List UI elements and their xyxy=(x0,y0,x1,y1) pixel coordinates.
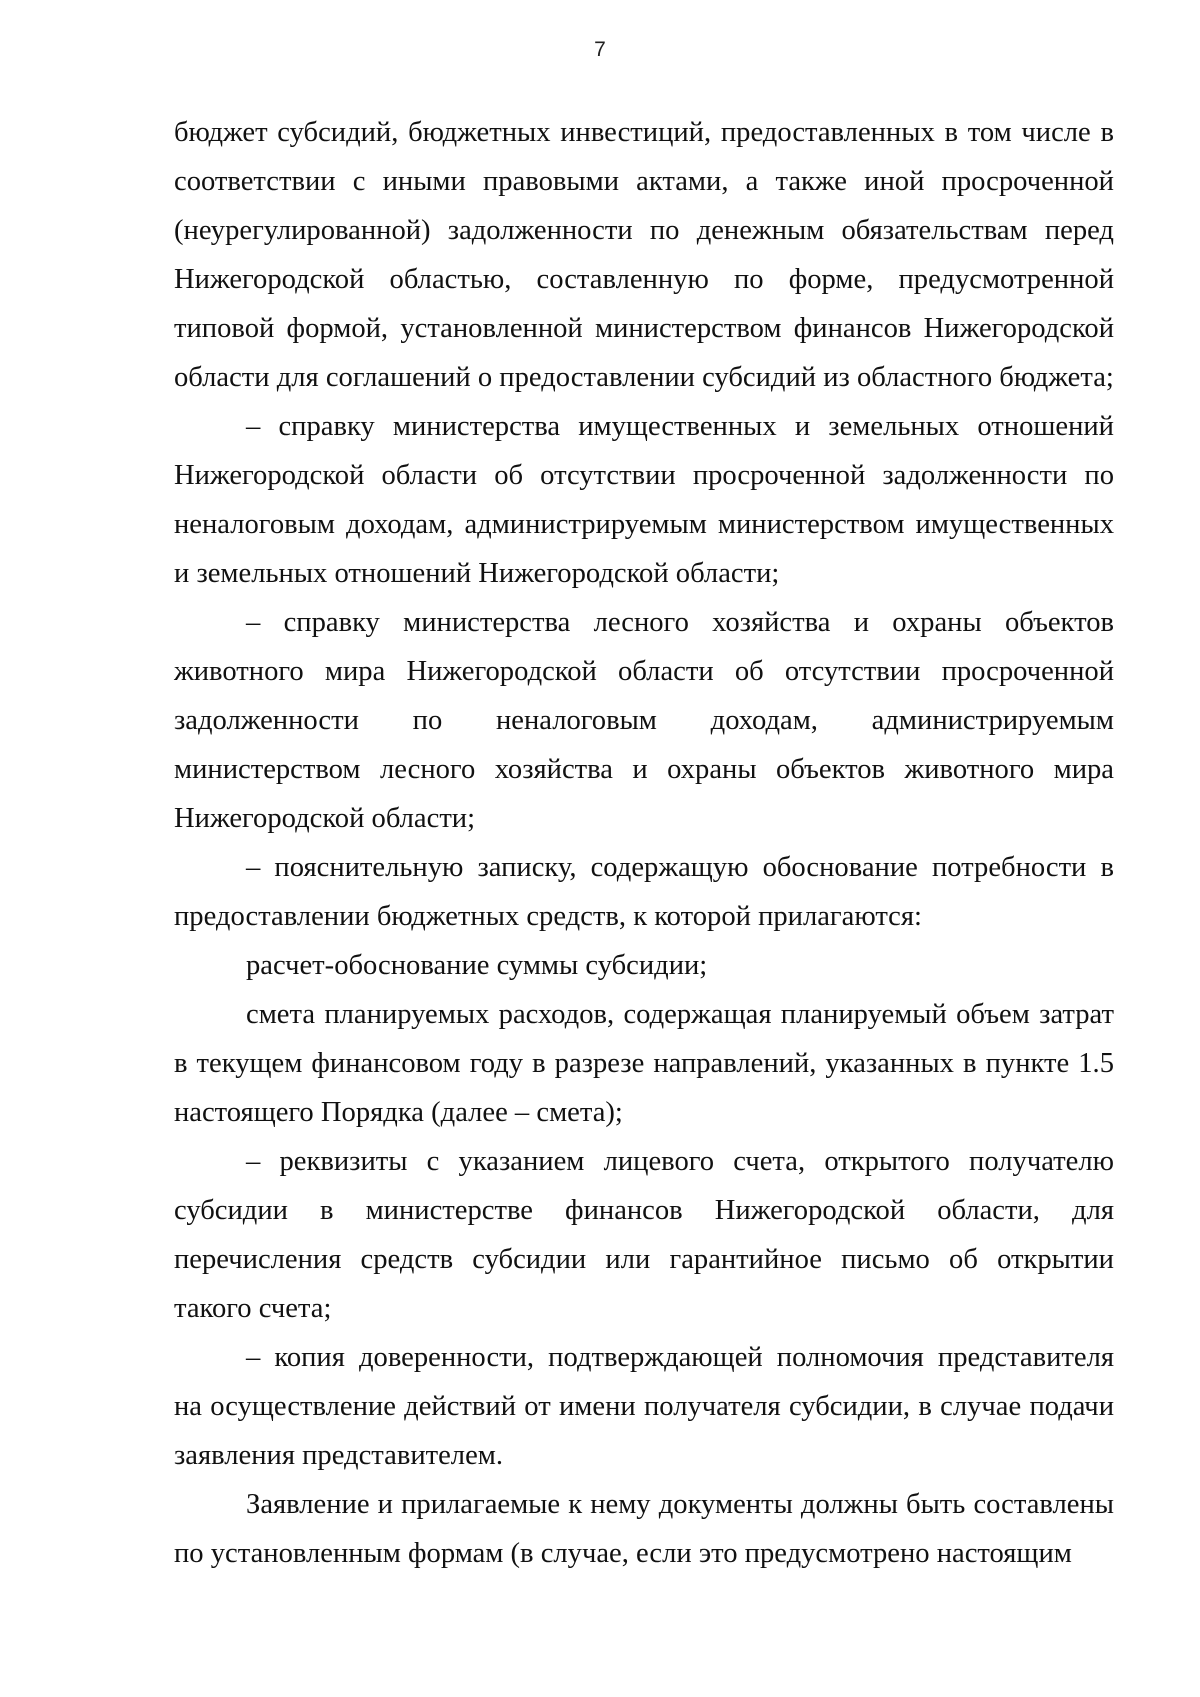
paragraph-budget-subsidies: бюджет субсидий, бюджетных инвестиций, предоставленных в том числе в соответствии с иными правовыми актами, а также иной просроченной (неурегулированной) задолженности по денежным обязательствам перед Нижегородской областью, составленную по форме, предусмотренной типовой формой, установленной министерством финансов Нижегородской области для соглашений о предоставлении субсидий из областного бюджета; xyxy=(174,117,1114,393)
paragraph-application-forms: Заявление и прилагаемые к нему документы должны быть составлены по установленным формам (в случае, если это предусмотрено настоящим xyxy=(174,1489,1114,1569)
paragraph-property-ministry-certificate: – справку министерства имущественных и земельных отношений Нижегородской области об отсутствии просроченной задолженности по неналоговым доходам, администрируемым министерством имущественных и земельных отношений Нижегородской области; xyxy=(174,411,1114,589)
paragraph-expense-estimate: смета планируемых расходов, содержащая планируемый объем затрат в текущем финансовом году в разрезе направлений, указанных в пункте 1.5 настоящего Порядка (далее – смета); xyxy=(174,999,1114,1128)
paragraph-power-of-attorney: – копия доверенности, подтверждающей полномочия представителя на осуществление действий от имени получателя субсидии, в случае подачи заявления представителем. xyxy=(174,1342,1114,1471)
paragraph-account-details: – реквизиты с указанием лицевого счета, открытого получателю субсидии в министерстве финансов Нижегородской области, для перечисления средств субсидии или гарантийное письмо об открытии такого счета; xyxy=(174,1146,1114,1324)
paragraph-explanatory-note: – пояснительную записку, содержащую обоснование потребности в предоставлении бюджетных средств, к которой прилагаются: xyxy=(174,852,1114,932)
document-body xyxy=(174,108,1114,1578)
paragraph-subsidy-calculation: расчет-обоснование суммы субсидии; xyxy=(246,950,708,981)
paragraph-forestry-ministry-certificate: – справку министерства лесного хозяйства и охраны объектов животного мира Нижегородской области об отсутствии просроченной задолженности по неналоговым доходам, администрируемым министерством лесного хозяйства и охраны объектов животного мира Нижегородской области; xyxy=(174,607,1114,834)
page-number: 7 xyxy=(594,38,606,61)
